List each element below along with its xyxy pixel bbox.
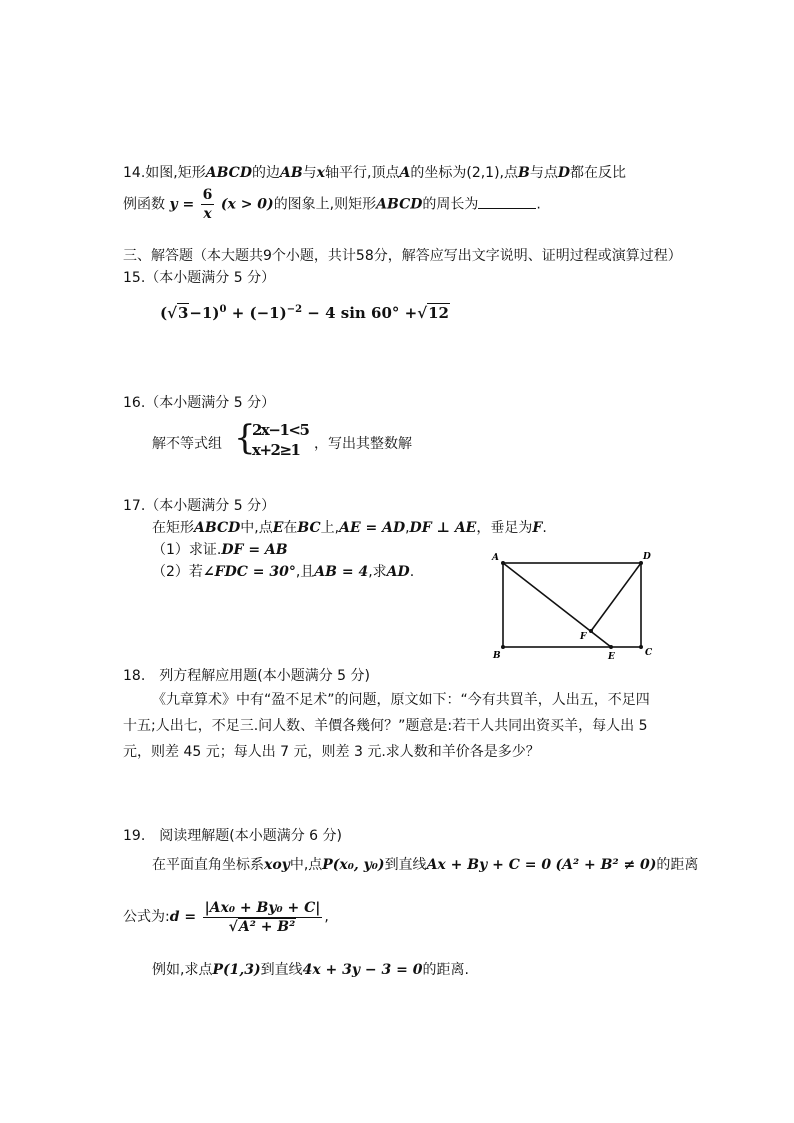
q14-text-c: 与	[302, 165, 317, 181]
q17-part2-angle: ∠FDC = 30°	[202, 564, 296, 580]
q15-expression: $(√3-1)^0 + (-1)^{-2} - 4$ sin 60° +√12	[160, 304, 449, 322]
q14-end: .	[536, 196, 541, 213]
q14-fraction	[201, 186, 215, 223]
q14-numerator: 6	[202, 187, 213, 203]
q17-ae-eq-ad: AE = AD	[339, 520, 406, 536]
q17-statement	[152, 518, 547, 538]
q19-text-b: 中,点	[289, 857, 323, 873]
q15-sqrt12: 12	[428, 304, 449, 322]
segment-df	[591, 563, 641, 631]
q14-domain: (x > 0)	[220, 196, 274, 213]
q14-line1	[123, 163, 626, 183]
q17-part2-ab: AB = 4	[314, 564, 369, 580]
q14-rect: ABCD	[205, 165, 252, 181]
q14-point-a: A	[399, 165, 411, 181]
q14-denominator: x	[203, 206, 212, 222]
q14-text-b: 的边	[251, 165, 280, 181]
q19-formula-end: ,	[324, 909, 329, 925]
section-3-heading: 三、解答题（本大题共9个小题，共计58分，解答应写出文字说明、证明过程或演算过程）	[123, 248, 682, 264]
label-d: D	[643, 552, 651, 562]
q17-part2-ad: AD	[386, 564, 410, 580]
q16-inequality-2: x+2≥1	[252, 441, 300, 459]
q14-side: AB	[279, 165, 303, 181]
label-a: A	[492, 553, 499, 563]
label-f: F	[580, 632, 587, 642]
q14-text-line2c: 的周长为	[422, 196, 479, 213]
label-b: B	[493, 651, 501, 661]
q19-formula-label: 公式为:	[123, 909, 170, 925]
q17-part2	[152, 562, 414, 582]
q14-point-b: B	[518, 165, 530, 181]
q19-line-eq: Ax + By + C = 0	[426, 857, 552, 873]
q16-suffix: ，写出其整数解	[314, 436, 412, 452]
q17-text-d: 上,	[320, 520, 340, 536]
label-c: C	[645, 648, 653, 658]
q14-text-d: 轴平行,顶点	[325, 165, 400, 181]
q17-point-f: F	[532, 520, 543, 536]
q19-header: 19. 阅读理解题(本小题满分 6 分)	[123, 828, 342, 844]
q19-example-text-c: 的距离.	[422, 962, 469, 978]
q19-line1	[152, 855, 698, 875]
q17-part2-text-d: .	[409, 564, 415, 580]
point-f-dot	[589, 629, 593, 633]
q17-text-b: 中,点	[240, 520, 273, 536]
q17-side-bc: BC	[297, 520, 321, 536]
q16-inequality-1: 2x−1<5	[252, 421, 309, 439]
q19-xoy: xoy	[264, 857, 290, 873]
q19-d-eq: d =	[169, 909, 197, 925]
q14-xvar: x	[316, 165, 326, 181]
q14-y-eq: y =	[169, 196, 195, 213]
q17-part1-eq: DF = AB	[221, 542, 288, 558]
q19-formula-line	[123, 894, 329, 940]
q17-part1	[152, 540, 288, 560]
q14-text-a: 14.如图,矩形	[123, 165, 206, 181]
q16-header: 16.（本小题满分 5 分）	[123, 395, 276, 411]
point-e-dot	[609, 645, 613, 649]
q17-text-e: ,	[405, 520, 410, 536]
q15-exp-neg2: −2	[286, 304, 303, 315]
segment-ae	[503, 563, 611, 647]
q18-line2: 十五;人出七，不足三.问人数、羊價各幾何？”题意是:若干人共同出资买羊，每人出 5	[123, 718, 648, 734]
q19-text-c: 到直线	[384, 857, 427, 873]
q15-exp-0: 0	[219, 304, 227, 315]
q17-text-g: .	[542, 520, 547, 536]
q14-point-d: D	[557, 165, 570, 181]
q16-prefix: 解不等式组	[152, 436, 222, 452]
q19-point-p: P(x₀, y₀)	[322, 857, 385, 873]
q17-text-c: 在	[283, 520, 298, 536]
q19-example-text-a: 例如,求点	[152, 962, 213, 978]
point-a-dot	[501, 561, 505, 565]
q18-header: 18. 列方程解应用题(本小题满分 5 分)	[123, 668, 370, 684]
q15-header: 15.（本小题满分 5 分）	[123, 270, 276, 286]
q14-rect2: ABCD	[376, 196, 423, 213]
q15-plus: +	[404, 304, 418, 322]
q14-text-line2a: 例函数	[123, 196, 165, 213]
q14-text-g: 都在反比	[569, 165, 626, 181]
q15-neg-one: + (−1)	[231, 304, 287, 322]
q17-part2-text-b: ,且	[295, 564, 315, 580]
q18-line3: 元，则差 45 元；每人出 7 元，则差 3 元.求人数和羊价各是多少？	[123, 744, 540, 760]
q14-answer-blank[interactable]	[478, 194, 536, 209]
q16-brace: {	[234, 418, 256, 458]
q17-header: 17.（本小题满分 5 分）	[123, 498, 276, 514]
q14-text-e: 的坐标为(2,1),点	[410, 165, 518, 181]
q19-example	[152, 960, 469, 980]
q17-part2-text-c: ,求	[368, 564, 387, 580]
q17-part2-text-a: （2）若	[152, 564, 203, 580]
q19-text-a: 在平面直角坐标系	[152, 857, 264, 873]
q19-denominator: √A² + B²	[228, 918, 296, 935]
q19-numerator: |Ax₀ + By₀ + C|	[204, 899, 321, 916]
q17-text-f: ，垂足为	[476, 520, 533, 536]
q19-example-point: P(1,3)	[212, 962, 261, 978]
label-e: E	[608, 652, 615, 662]
q19-text-d: 的距离	[656, 857, 699, 873]
q15-sqrt3: 3	[177, 304, 189, 322]
q17-df-perp-ae: DF ⊥ AE	[409, 520, 477, 536]
q18-line1: 《九章算术》中有“盈不足术”的问题，原文如下：“今有共買羊，人出五，不足四	[152, 692, 650, 708]
q19-denominator-radicand: A² + B²	[238, 918, 296, 935]
q19-condition: (A² + B² ≠ 0)	[555, 857, 657, 873]
q15-sin-term: − 4 sin 60°	[307, 304, 400, 322]
q19-example-line: 4x + 3y − 3 = 0	[302, 962, 423, 978]
q17-point-e: E	[272, 520, 284, 536]
q17-part1-text: （1）求证.	[152, 542, 222, 558]
point-b-dot	[501, 645, 505, 649]
q17-rectangle-figure	[485, 548, 665, 663]
q15-paren-open: (	[160, 304, 168, 322]
q15-minus-one: −1)	[189, 304, 220, 322]
q17-text-a: 在矩形	[152, 520, 194, 536]
q14-line2	[123, 186, 541, 223]
q19-distance-fraction	[203, 899, 323, 936]
point-c-dot	[639, 645, 643, 649]
q17-rect: ABCD	[194, 520, 241, 536]
rectangle-abcd	[503, 563, 641, 647]
q14-text-f: 与点	[529, 165, 558, 181]
q14-text-line2b: 的图象上,则矩形	[273, 196, 377, 213]
q19-example-text-b: 到直线	[260, 962, 303, 978]
